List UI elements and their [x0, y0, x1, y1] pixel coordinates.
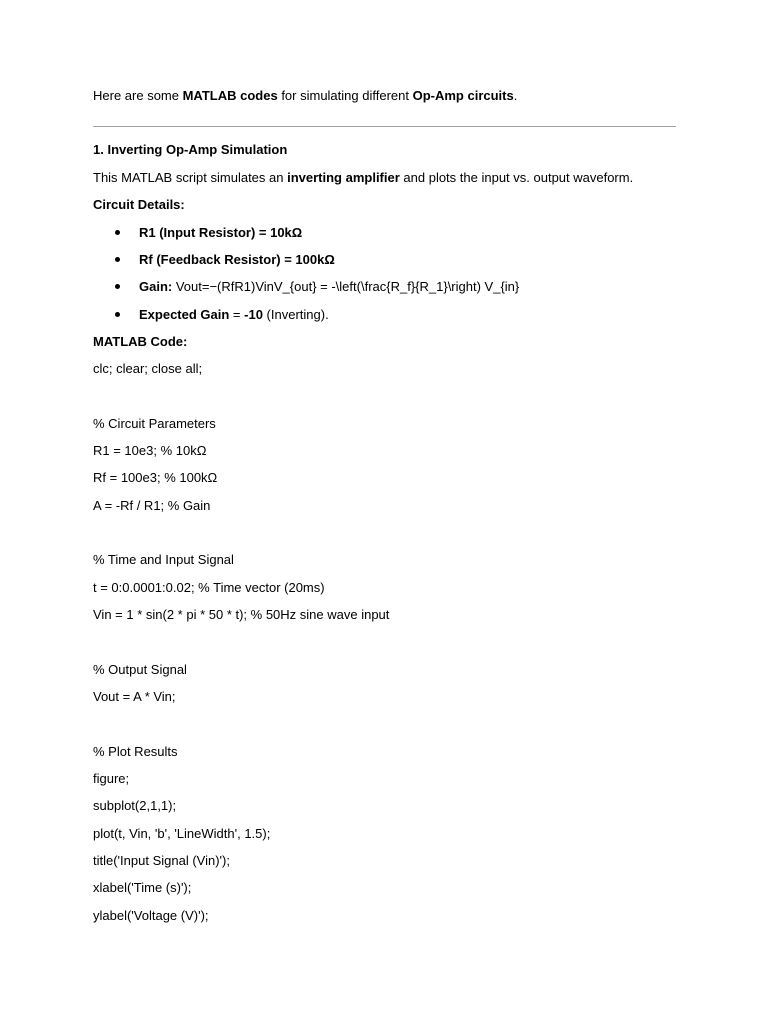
bullet-bold-text: Gain: [139, 279, 173, 294]
code-line: Vin = 1 * sin(2 * pi * 50 * t); % 50Hz sine wave input [93, 607, 390, 622]
section-heading [93, 142, 287, 158]
bullet-bold-text: Rf (Feedback Resistor) = 100kΩ [139, 252, 335, 267]
bullet-text: (Inverting). [262, 307, 329, 322]
code-label [93, 334, 187, 350]
code-line: % Time and Input Signal [93, 552, 234, 567]
bullet-dot [115, 230, 120, 235]
bullet-bold-text: Expected Gain [139, 307, 230, 322]
code-line: t = 0:0.0001:0.02; % Time vector (20ms) [93, 580, 325, 595]
bullet-item [139, 252, 335, 268]
code-line: title('Input Signal (Vin)'); [93, 853, 230, 868]
code-line: R1 = 10e3; % 10kΩ [93, 443, 207, 458]
code-line: % Circuit Parameters [93, 416, 216, 431]
code-line: % Output Signal [93, 662, 187, 677]
code-line: A = -Rf / R1; % Gain [93, 498, 211, 513]
desc-prefix: This MATLAB script simulates an [93, 170, 288, 185]
code-line: ylabel('Voltage (V)'); [93, 908, 209, 923]
bullet-item [139, 279, 519, 295]
code-line: % Plot Results [93, 744, 178, 759]
code-label-text: MATLAB Code: [93, 334, 188, 349]
intro-paragraph [93, 88, 517, 104]
code-line: subplot(2,1,1); [93, 798, 177, 813]
bullet-text: = [229, 307, 245, 322]
section-description [93, 170, 633, 186]
bullet-item [139, 225, 302, 241]
desc-bold: inverting amplifier [287, 170, 400, 185]
code-line: Vout = A * Vin; [93, 689, 176, 704]
circuit-details-text: Circuit Details: [93, 197, 185, 212]
code-line: plot(t, Vin, 'b', 'LineWidth', 1.5); [93, 826, 271, 841]
bullet-bold-value: -10 [244, 307, 263, 322]
intro-bold-matlab: MATLAB codes [182, 88, 278, 103]
intro-middle: for simulating different [277, 88, 413, 103]
desc-suffix: and plots the input vs. output waveform. [399, 170, 634, 185]
bullet-dot [115, 257, 120, 262]
bullet-text: Vout=−(RfR1)VinV_{out} = -\left(\frac{R_f}{R_1}\right) V_{in} [172, 279, 520, 294]
intro-suffix: . [513, 88, 518, 103]
code-line: figure; [93, 771, 130, 786]
circuit-details-label [93, 197, 185, 213]
intro-bold-opamp: Op-Amp circuits [412, 88, 514, 103]
bullet-dot [115, 284, 120, 289]
bullet-bold-text: R1 (Input Resistor) = 10kΩ [139, 225, 303, 240]
horizontal-divider [93, 126, 676, 127]
code-line: Rf = 100e3; % 100kΩ [93, 470, 218, 485]
bullet-dot [115, 312, 120, 317]
code-line: xlabel('Time (s)'); [93, 880, 192, 895]
intro-prefix: Here are some [93, 88, 183, 103]
bullet-item [139, 307, 329, 323]
section-heading-text: 1. Inverting Op-Amp Simulation [93, 142, 288, 157]
code-line: clc; clear; close all; [93, 361, 203, 376]
